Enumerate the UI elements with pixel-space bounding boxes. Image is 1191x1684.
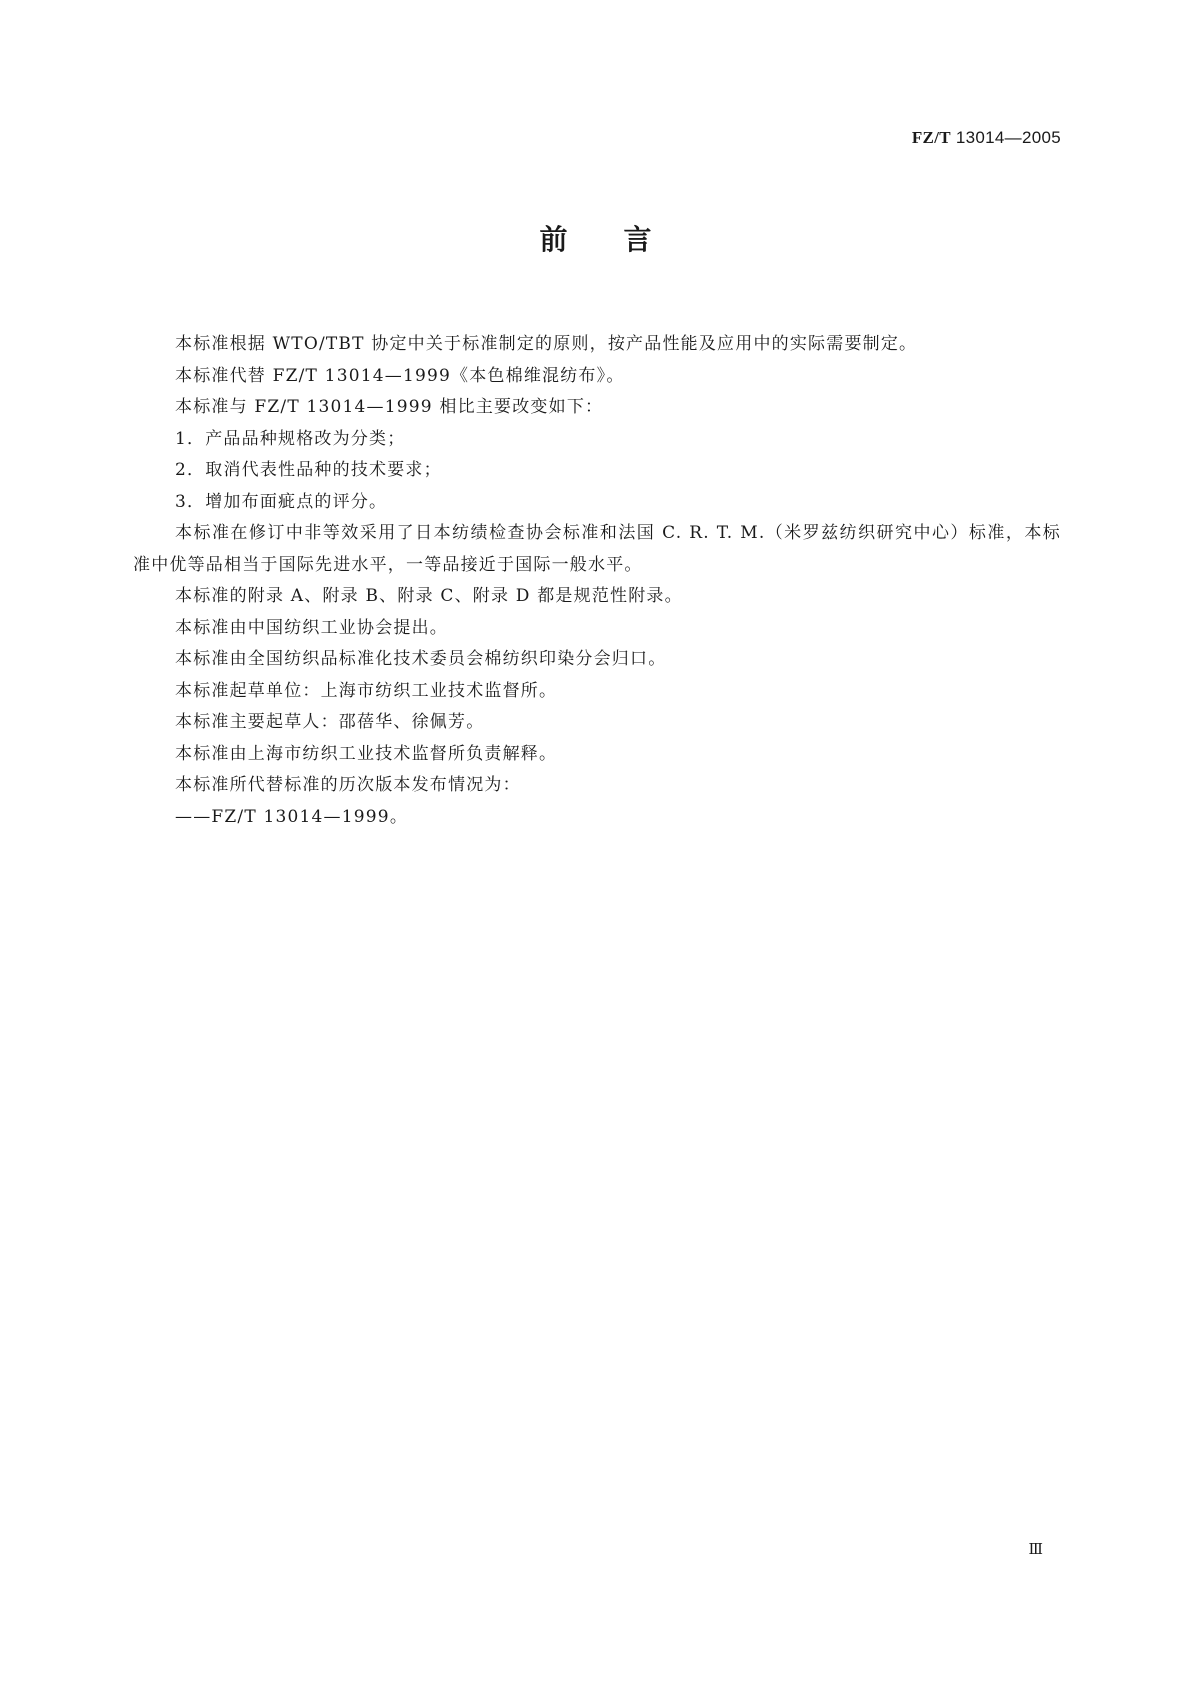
paragraph: 本标准的附录 A、附录 B、附录 C、附录 D 都是规范性附录。 <box>175 586 683 606</box>
foreword-body <box>133 329 1061 833</box>
page-title: 前言 <box>539 223 708 256</box>
paragraph: 本标准代替 FZ/T 13014—1999《本色棉维混纺布》。 <box>175 365 625 386</box>
paragraph: 本标准主要起草人：邵蓓华、徐佩芳。 <box>175 712 485 732</box>
standard-code: 13014—2005 <box>950 128 1061 147</box>
paragraph: 本标准与 FZ/T 13014—1999 相比主要改变如下： <box>175 397 604 417</box>
standard-number <box>912 128 1061 148</box>
list-item: 3．增加布面疵点的评分。 <box>175 491 388 512</box>
paragraph: 本标准由上海市纺织工业技术监督所负责解释。 <box>175 743 558 764</box>
paragraph: 本标准根据 WTO/TBT 协定中关于标准制定的原则，按产品性能及应用中的实际需要制定。 <box>175 334 918 354</box>
paragraph: 本标准在修订中非等效采用了日本纺绩检查协会标准和法国 C. R. T. M.（米罗兹纺织研究中心）标准，本标准中优等品相当于国际先进水平，一等品接近于国际一般水平。 <box>133 523 1061 575</box>
paragraph: 本标准由中国纺织工业协会提出。 <box>175 617 448 638</box>
paragraph: 本标准由全国纺织品标准化技术委员会棉纺织印染分会归口。 <box>175 649 667 669</box>
list-item: 2．取消代表性品种的技术要求； <box>175 460 442 480</box>
standard-prefix: FZ/T <box>911 128 951 147</box>
list-item: ——FZ/T 13014—1999。 <box>175 806 409 827</box>
list-item: 1．产品品种规格改为分类； <box>175 428 406 449</box>
paragraph: 本标准所代替标准的历次版本发布情况为： <box>175 775 521 795</box>
page-number: Ⅲ <box>1028 1542 1043 1558</box>
paragraph: 本标准起草单位：上海市纺织工业技术监督所。 <box>175 680 558 701</box>
